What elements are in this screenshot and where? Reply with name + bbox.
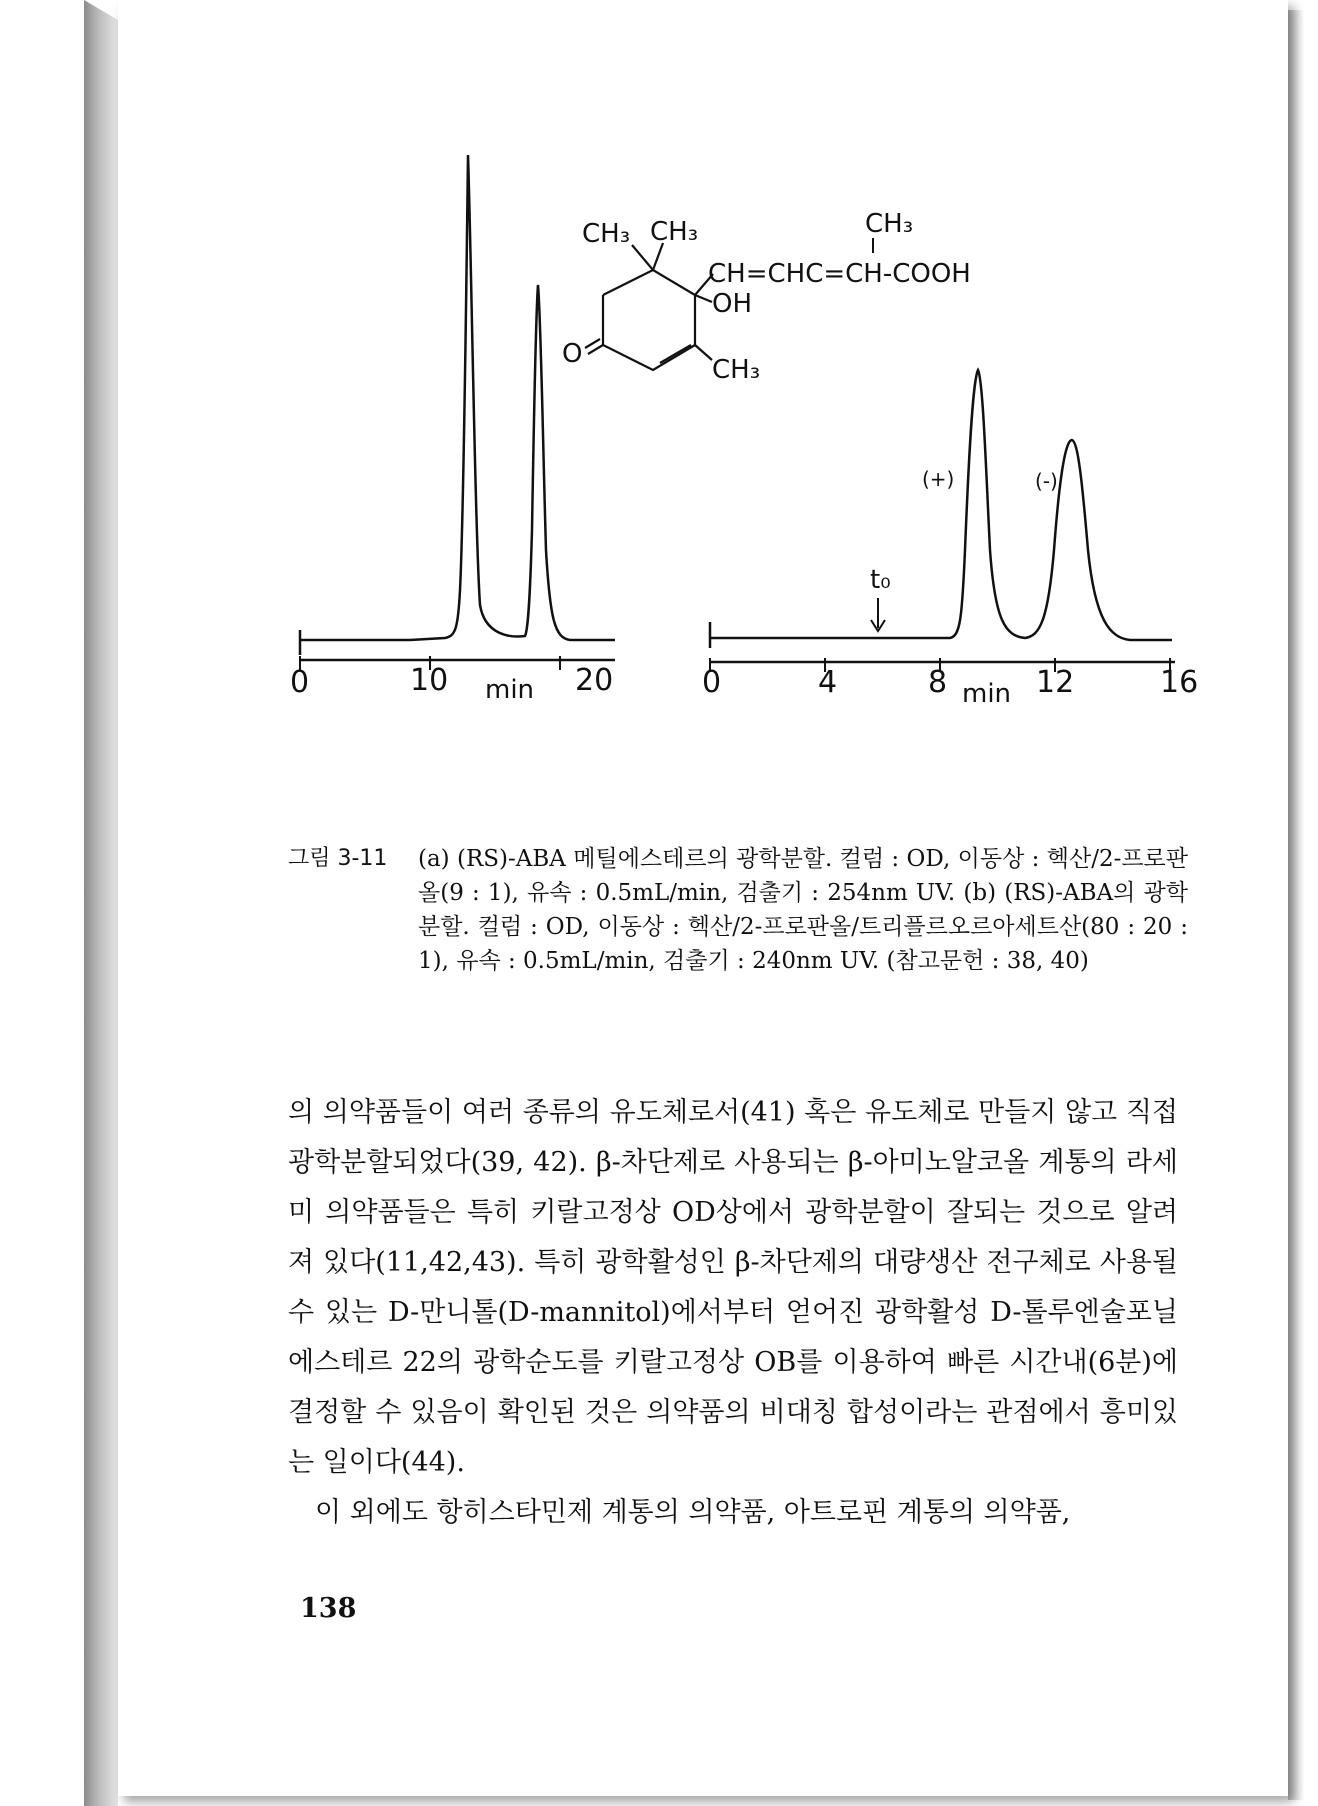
- structure-ch3-top-left: CH₃: [582, 219, 631, 249]
- structure-ch3-ring: CH₃: [712, 355, 761, 385]
- carbonyl-bond-2: [585, 339, 600, 348]
- chromatogram-a-trace: [300, 155, 615, 655]
- axis-b-label-0: 0: [702, 665, 722, 700]
- axis-b-label-16: 16: [1160, 665, 1199, 700]
- axis-b-label-12: 12: [1036, 665, 1075, 700]
- axis-b-unit: min: [962, 679, 1012, 709]
- axis-a-unit: min: [485, 675, 535, 705]
- ring-double-bond: [660, 345, 691, 363]
- peak-minus-label: (-): [1035, 469, 1058, 493]
- ch3-bond-b: [653, 243, 663, 270]
- chromatogram-figure: [270, 150, 1210, 820]
- oh-bond: [695, 295, 712, 302]
- ch3-bond-a: [632, 245, 653, 270]
- t0-label: t₀: [870, 565, 891, 595]
- axis-a-label-0: 0: [290, 665, 310, 700]
- structure-carbonyl-o: O: [562, 339, 583, 369]
- peak-plus-label: (+): [922, 467, 955, 491]
- book-edge: [84, 0, 118, 1806]
- aba-structure: [562, 209, 971, 385]
- body-text: [288, 1088, 1178, 1538]
- page-shadow: [1288, 10, 1304, 1800]
- structure-chain: CH=CHC=CH-COOH: [708, 259, 971, 289]
- carbonyl-bond-1: [588, 345, 603, 354]
- axis-b-label-4: 4: [818, 665, 838, 700]
- chromatogram-b-trace: [710, 370, 1172, 648]
- caption-text: (a) (RS)-ABA 메틸에스테르의 광학분할. 컬럼 : OD, 이동상 : 헥산/2-프로판올(9 : 1), 유속 : 0.5mL/min, 검출기 : 254nm UV. (b) (RS)-ABA의 광학분할. 컬럼 : OD, 이동상 : 헥산/2-프로판올/트리플르오르아세트산(80 : 20 : 1), 유속 : 0.5mL/min, 검출기 : 240nm UV. (참고문헌 : 38, 40): [418, 846, 1188, 974]
- ch3-ring-bond: [695, 345, 712, 360]
- structure-ch3-top-right: CH₃: [865, 209, 914, 239]
- paragraph: 이 외에도 항히스타민제 계통의 의약품, 아트로핀 계통의 의약품,: [315, 1497, 1071, 1528]
- paragraph: 의 의약품들이 여러 종류의 유도체로서(41) 혹은 유도체로 만들지 않고 직접 광학분할되었다(39, 42). β-차단제로 사용되는 β-아미노알코올 계통의 라세미 의약품들은 특히 키랄고정상 OD상에서 광학분할이 잘되는 것으로 알려져 있다(11,42,43). 특히 광학활성인 β-차단제의 대량생산 전구체로 사용될 수 있는 D-만니톨(D-mannitol)에서부터 얻어진 광학활성 D-톨루엔술포닐에스테르 22의 광학순도를 키랄고정상 OB를 이용하여 빠른 시간내(6분)에 결정할 수 있음이 확인된 것은 의약품의 비대칭 합성이라는 관점에서 흥미있는 일이다(44).: [288, 1097, 1178, 1478]
- axis-a-label-10: 10: [410, 663, 449, 698]
- page-number: 138: [300, 1593, 357, 1624]
- structure-ch3-top-mid: CH₃: [650, 217, 699, 247]
- ring-bonds: [603, 270, 695, 370]
- caption-label: 그림 3-11: [288, 846, 388, 871]
- axis-b-label-8: 8: [928, 665, 948, 700]
- figure-3-11: [270, 150, 1210, 820]
- structure-oh: OH: [712, 289, 753, 319]
- axis-a-label-20: 20: [575, 663, 614, 698]
